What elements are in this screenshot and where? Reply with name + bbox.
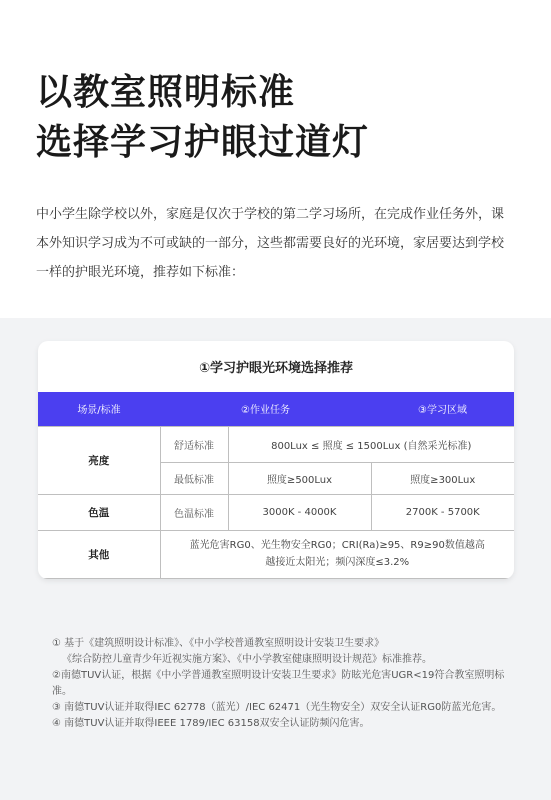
table-row: [38, 494, 514, 530]
footnote-3: ③ 南德TUV认证并取得IEC 62778（蓝光）/IEC 62471（光生物安全）双安全认证RG0防蓝光危害。: [52, 702, 502, 713]
row-label-other: 其他: [38, 530, 160, 578]
header-scene: 场景/标准: [38, 392, 160, 426]
color-temp-standard-label: 色温标准: [160, 494, 228, 530]
other-requirements: [160, 530, 514, 578]
page-title-line-2: 选择学习护眼过道灯: [36, 122, 370, 163]
color-temp-area: 2700K - 5700K: [371, 494, 514, 530]
recommendation-card: [38, 341, 514, 579]
row-label-color-temp: 色温: [38, 494, 160, 530]
header-task: ②作业任务: [160, 392, 371, 426]
footnotes: [52, 636, 512, 732]
table-row: [38, 530, 514, 578]
footnote-4: ④ 南德TUV认证并取得IEEE 1789/IEC 63158双安全认证防频闪危害。: [52, 718, 370, 729]
table-title: ①学习护眼光环境选择推荐: [198, 361, 353, 376]
comfort-standard-value: 800Lux ≤ 照度 ≤ 1500Lux (自然采光标准): [228, 426, 514, 462]
page-title-line-1: 以教室照明标准: [36, 72, 296, 113]
color-temp-task: 3000K - 4000K: [228, 494, 371, 530]
other-line-2: 越接近太阳光；频闪深度≤3.2%: [265, 557, 410, 568]
min-standard-label: 最低标准: [160, 462, 228, 494]
intro-paragraph: 中小学生除学校以外，家庭是仅次于学校的第二学习场所，在完成作业任务外，课本外知识学习成为不可或缺的一部分，这些都需要良好的光环境，家居要达到学校一样的护眼光环境，推荐如下标准：: [36, 207, 505, 280]
row-label-brightness: 亮度: [38, 426, 160, 494]
min-standard-task: 照度≥500Lux: [228, 462, 371, 494]
table-row: [38, 426, 514, 462]
footnote-1-cont: 《综合防控儿童青少年近视实施方案》、《中小学教室健康照明设计规范》标准推荐。: [62, 654, 432, 665]
footnote-2: ②南德TUV认证，根据《中小学普通教室照明设计安装卫生要求》防眩光危害UGR<19符合教室照明标准。: [52, 670, 505, 697]
recommendation-table: [38, 392, 514, 579]
comfort-standard-label: 舒适标准: [160, 426, 228, 462]
header-area: ③学习区域: [371, 392, 514, 426]
other-line-1: 蓝光危害RG0、光生物安全RG0；CRI(Ra)≥95、R9≥90数值越高: [189, 540, 485, 551]
footnote-1: ① 基于《建筑照明设计标准》、《中小学校普通教室照明设计安装卫生要求》: [52, 638, 385, 649]
title-block: [36, 68, 369, 168]
min-standard-area: 照度≥300Lux: [371, 462, 514, 494]
table-header-row: [38, 392, 514, 426]
